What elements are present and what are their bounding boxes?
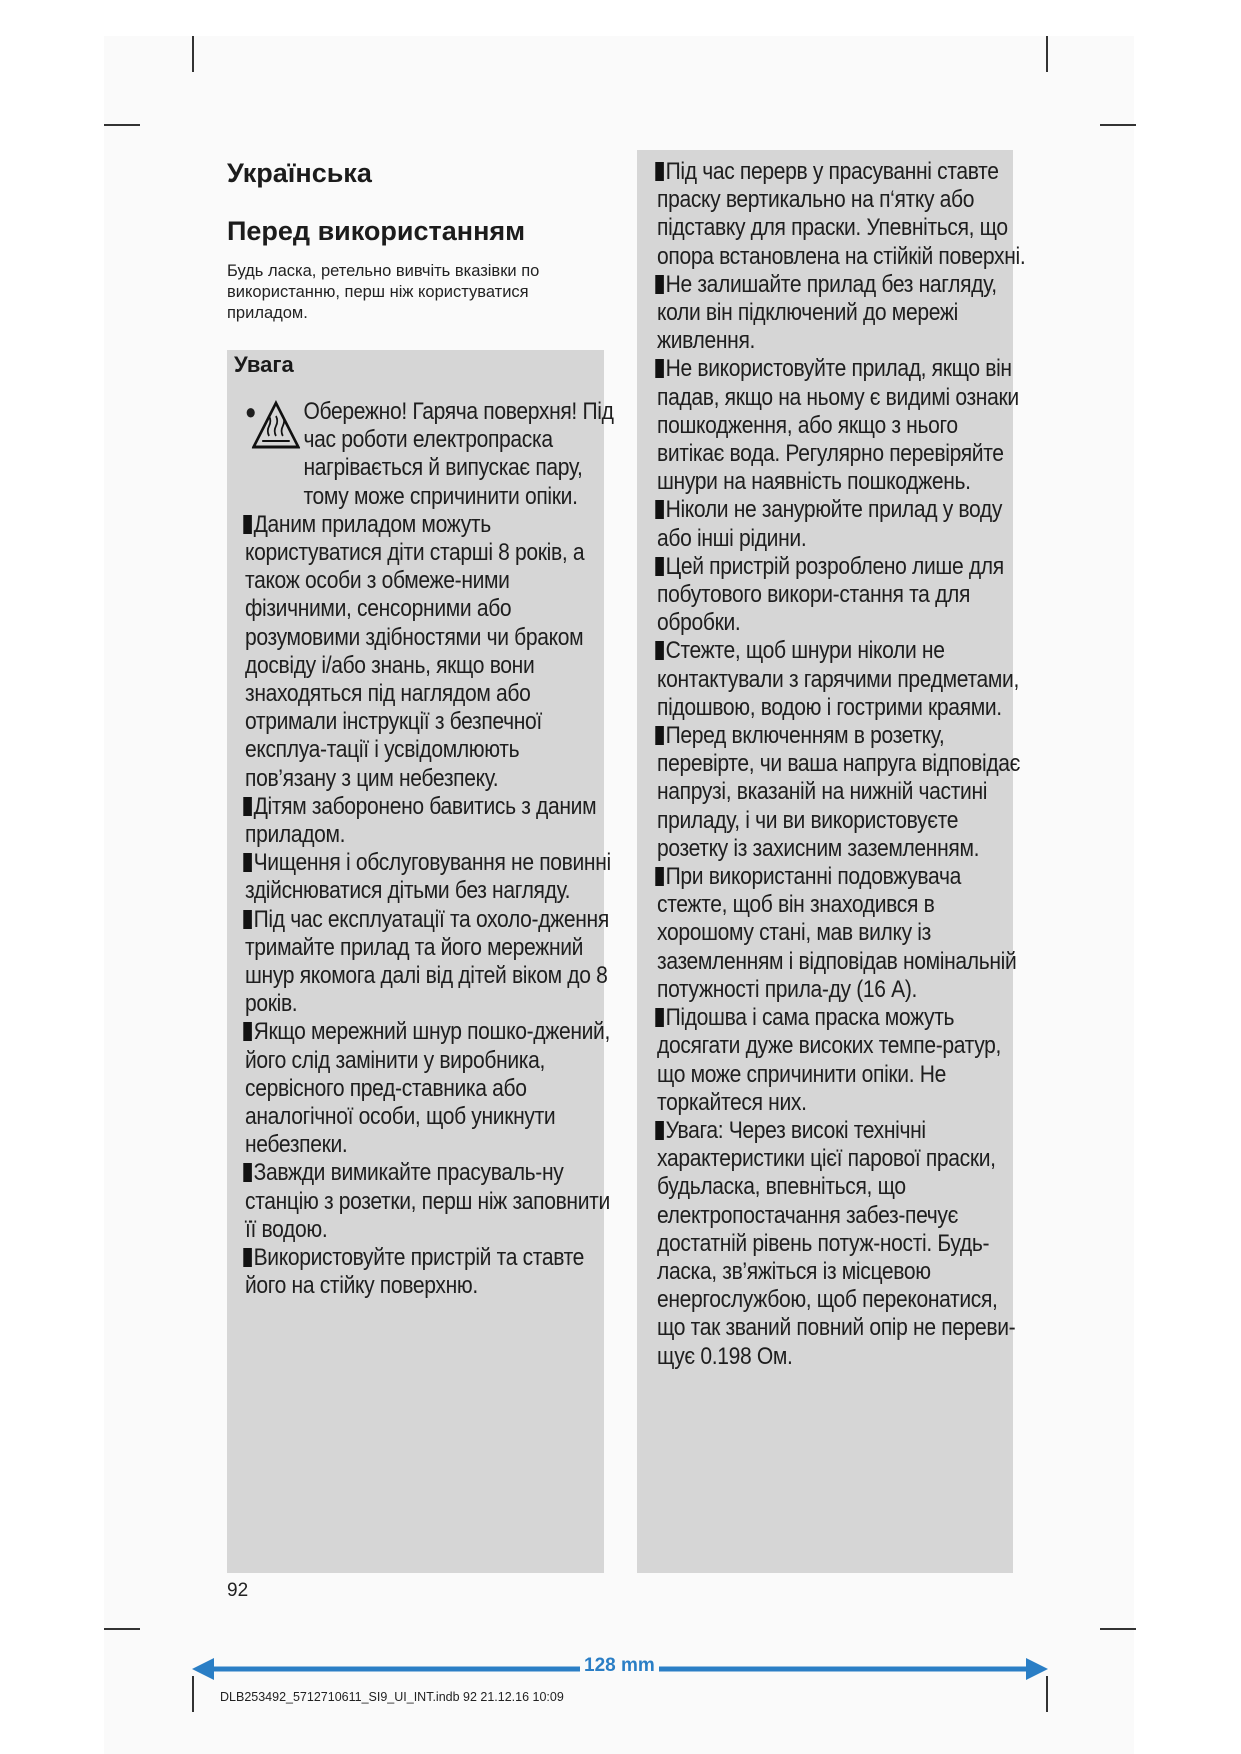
crop-mark-left-upper — [104, 124, 140, 126]
warning-item-text: Дітям заборонено бавитись з даним приладом. — [245, 792, 597, 849]
bullet-square — [243, 853, 252, 872]
safety-item — [657, 722, 1027, 863]
ruler-arrow-left-icon — [192, 1658, 214, 1680]
crop-mark-left-lower — [104, 1628, 140, 1630]
warning-item-text: Завжди вимикайте прасуваль-ну станцію з розетки, перш ніж заповнити її водою. — [245, 1159, 610, 1243]
safety-box-text — [657, 158, 1027, 1371]
safety-item-text: Стежте, щоб шнури ніколи не контактували з гарячими предметами, підошвою, водою і гострими краями. — [657, 637, 1020, 721]
safety-item — [657, 1117, 1027, 1371]
ruler-arrow-right-icon — [1026, 1658, 1048, 1680]
warning-item-text: Використовуйте пристрій та ставте його на стійку поверхню. — [245, 1244, 585, 1300]
print-footer: DLB253492_5712710611_SI9_UI_INT.indb 92 21.12.16 10:09 — [220, 1690, 564, 1704]
bullet-square — [655, 500, 664, 519]
crop-mark-right-lower — [1100, 1628, 1136, 1630]
warning-box — [227, 350, 614, 1573]
bullet-square — [655, 162, 664, 181]
safety-item — [657, 355, 1027, 496]
bullet-square — [243, 910, 252, 929]
hot-surface-warning — [245, 398, 615, 511]
safety-item-text: При використанні подовжувача стежте, щоб він знаходився в хорошому стані, мав вилку із заземленням і відповідав номінальній потужності прила-ду (16 А). — [657, 863, 1017, 1003]
warning-item — [245, 906, 615, 1019]
crop-mark-top-right — [1046, 36, 1048, 72]
section-heading: Перед використанням — [227, 216, 526, 246]
safety-item — [657, 553, 1027, 638]
safety-item-text: Не використовуйте прилад, якщо він падав, якщо на ньому є видимі ознаки пошкодження, або якщо з нього витікає вода. Регулярно перевіряйте шнури на наявність пошкоджень. — [657, 355, 1019, 496]
warning-item-text: Якщо мережний шнур пошко-джений, його слід замінити у виробника, сервісного пред-ставника або аналогічної особи, щоб уникнути небезпеки. — [245, 1018, 611, 1159]
hot-surface-warning-text: Обережно! Гаряча поверхня! Під час роботи електропраска нагрівається й випускає пару, тому може спричинити опіки. — [303, 398, 614, 510]
safety-item — [657, 158, 1027, 271]
bullet-square — [655, 1008, 664, 1027]
warning-item — [245, 1018, 615, 1159]
safety-item-text: Цей пристрій розроблено лише для побутового викори-стання та для обробки. — [657, 552, 1004, 637]
bullet-square — [243, 1248, 252, 1267]
bullet-square — [655, 275, 664, 294]
safety-item-text: Не залишайте прилад без нагляду, коли він підключений до мережі живлення. — [657, 270, 997, 355]
crop-mark-right-upper — [1100, 124, 1136, 126]
bullet-square — [655, 726, 664, 745]
bullet-square — [243, 797, 252, 816]
safety-item-text: Підошва і сама праска можуть досягати дуже високих темпе-ратур, що може спричинити опіки. Не торкайтеся них. — [657, 1004, 1002, 1116]
bullet-square — [655, 1121, 664, 1140]
language-heading: Українська — [227, 158, 372, 188]
warning-item — [245, 793, 615, 849]
safety-item — [657, 1004, 1027, 1117]
bullet-square — [655, 867, 664, 886]
safety-item — [657, 271, 1027, 356]
warning-item — [245, 1159, 615, 1244]
safety-item — [657, 863, 1027, 1004]
safety-item-text: Перед включенням в розетку, перевірте, чи ваша напруга відповідає напрузі, вказаній на нижній частині приладу, і чи ви використовуєте розетку із захисним заземленням. — [657, 722, 1021, 862]
bullet-square — [243, 1163, 252, 1182]
warning-item-text: Під час експлуатації та охоло-дження тримайте прилад та його мережний шнур якомога далі від дітей віком до 8 років. — [245, 905, 609, 1018]
safety-item-text: Увага: Через високі технічні характеристики цієї парової праски, будьласка, впевніться, що електропостачання забез-печує достатній рівень потуж-ності. Будь-ласка, зв’яжіться із місцевою енергослужбою, щоб переконатися, що так званий повний опір не переви-щує 0.198 Ом. — [657, 1116, 1016, 1370]
bullet-square — [655, 557, 664, 576]
warning-item — [245, 849, 615, 905]
warning-item-text: Даним приладом можуть користуватися діти старші 8 років, а також особи з обмеже-ними фізичними, сенсорними або розумовими здібностями чи браком досвіду і/або знань, якщо вони знаходяться під наглядом або отримали інструкції з безпечної експлуа-тації і усвідомлюють пов’язану з цим небезпеку. — [245, 510, 585, 792]
ruler-label: 128 mm — [580, 1655, 659, 1677]
safety-item-text: Під час перерв у прасуванні ставте праску вертикально на п‘ятку або підставку для праски. Упевніться, що опора встановлена на стійкій поверхні. — [657, 158, 1026, 270]
bullet-square — [243, 515, 252, 534]
warning-box-text — [245, 398, 615, 1301]
warning-item — [245, 1244, 615, 1300]
crop-mark-top-left — [192, 36, 194, 72]
hot-surface-warning-icon — [252, 400, 300, 450]
page-number: 92 — [227, 1580, 249, 1601]
warning-item-text: Чищення і обслуговування не повинні здійснюватися дітьми без нагляду. — [245, 849, 611, 905]
safety-item — [657, 496, 1027, 552]
bullet-square — [655, 641, 664, 660]
warning-item — [245, 511, 615, 793]
safety-item — [657, 637, 1027, 722]
bullet-square — [655, 359, 664, 378]
bullet-dot: ● — [245, 399, 257, 424]
bullet-square — [243, 1022, 252, 1041]
safety-box — [637, 150, 1026, 1573]
warning-box-title: Увага — [234, 352, 294, 377]
safety-item-text: Ніколи не занурюйте прилад у воду або інші рідини. — [657, 496, 1003, 552]
intro-text: Будь ласка, ретельно вивчіть вказівки по використанню, перш ніж користуватися приладом. — [227, 262, 540, 322]
